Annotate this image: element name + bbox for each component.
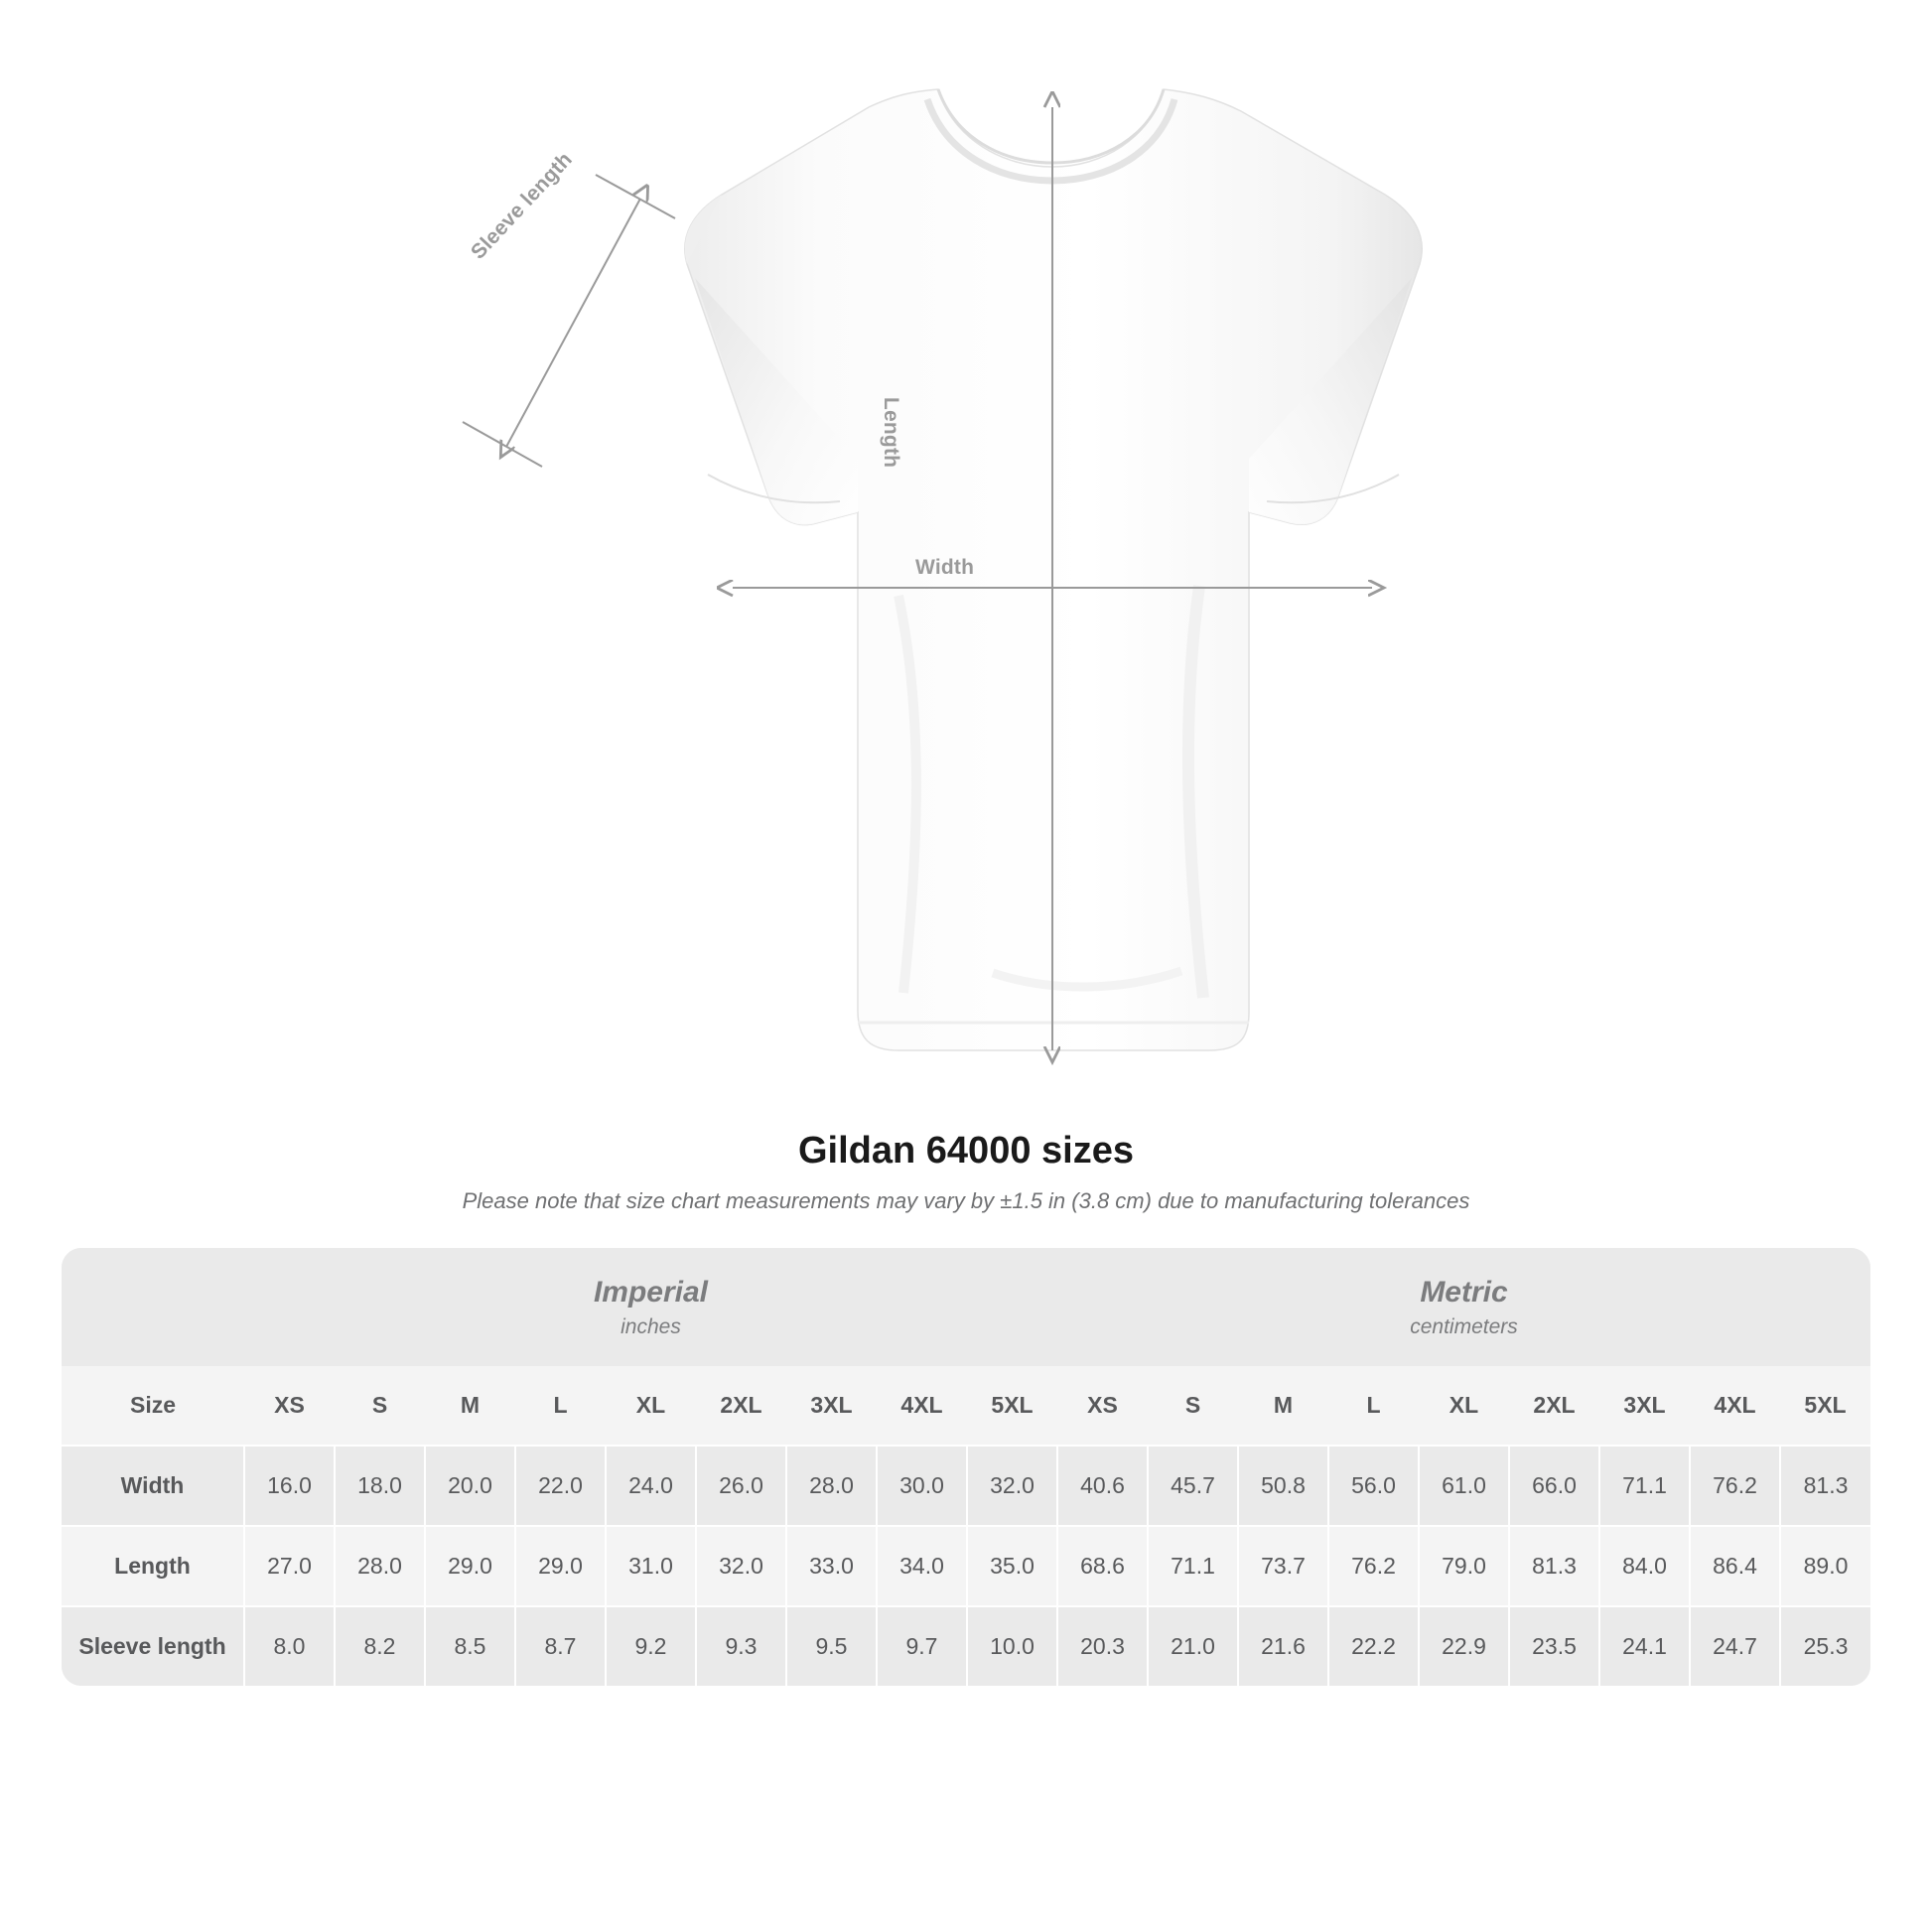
table-cell: 20.0 <box>425 1446 515 1526</box>
size-header-cell: 3XL <box>1599 1366 1690 1446</box>
table-cell: 24.7 <box>1690 1606 1780 1686</box>
size-header-cell: L <box>1328 1366 1419 1446</box>
table-cell: 27.0 <box>244 1526 335 1606</box>
table-cell: 29.0 <box>425 1526 515 1606</box>
table-cell: 66.0 <box>1509 1446 1599 1526</box>
length-dimension-label: Length <box>880 397 902 469</box>
unit-header-row <box>62 1248 1870 1366</box>
table-cell: 29.0 <box>515 1526 606 1606</box>
unit-header-metric <box>1057 1248 1870 1366</box>
size-header-cell: 4XL <box>1690 1366 1780 1446</box>
size-header-cell: 3XL <box>786 1366 877 1446</box>
size-header-cell: M <box>425 1366 515 1446</box>
unit-header-imperial <box>244 1248 1057 1366</box>
table-cell: 22.0 <box>515 1446 606 1526</box>
unit-name-metric: Metric <box>1420 1276 1508 1309</box>
table-cell: 73.7 <box>1238 1526 1328 1606</box>
unit-header-spacer <box>62 1248 244 1366</box>
table-cell: 24.0 <box>606 1446 696 1526</box>
size-table-container <box>62 1248 1870 1686</box>
size-header-cell: 4XL <box>877 1366 967 1446</box>
table-cell: 76.2 <box>1690 1446 1780 1526</box>
page-title: Gildan 64000 sizes <box>798 1130 1134 1172</box>
title-block <box>0 1130 1932 1214</box>
table-cell: 71.1 <box>1599 1446 1690 1526</box>
table-cell: 33.0 <box>786 1526 877 1606</box>
table-cell: 21.0 <box>1148 1606 1238 1686</box>
row-label: Width <box>62 1446 244 1526</box>
row-label: Length <box>62 1526 244 1606</box>
unit-sub-imperial: inches <box>621 1314 681 1338</box>
table-cell: 71.1 <box>1148 1526 1238 1606</box>
table-cell: 28.0 <box>335 1526 425 1606</box>
size-header-cell: XL <box>1419 1366 1509 1446</box>
width-dimension-label: Width <box>915 556 975 579</box>
table-cell: 56.0 <box>1328 1446 1419 1526</box>
table-row <box>62 1446 1870 1526</box>
table-cell: 28.0 <box>786 1446 877 1526</box>
table-cell: 25.3 <box>1780 1606 1870 1686</box>
table-cell: 18.0 <box>335 1446 425 1526</box>
size-header-cell: L <box>515 1366 606 1446</box>
table-cell: 31.0 <box>606 1526 696 1606</box>
table-cell: 76.2 <box>1328 1526 1419 1606</box>
size-header-cell: 2XL <box>1509 1366 1599 1446</box>
table-cell: 20.3 <box>1057 1606 1148 1686</box>
table-cell: 86.4 <box>1690 1526 1780 1606</box>
table-cell: 45.7 <box>1148 1446 1238 1526</box>
size-header-cell: XS <box>244 1366 335 1446</box>
table-cell: 9.2 <box>606 1606 696 1686</box>
size-header-label: Size <box>62 1366 244 1446</box>
table-cell: 9.5 <box>786 1606 877 1686</box>
table-cell: 81.3 <box>1780 1446 1870 1526</box>
row-label: Sleeve length <box>62 1606 244 1686</box>
table-cell: 34.0 <box>877 1526 967 1606</box>
table-cell: 9.7 <box>877 1606 967 1686</box>
size-header-cell: M <box>1238 1366 1328 1446</box>
table-cell: 22.9 <box>1419 1606 1509 1686</box>
table-cell: 81.3 <box>1509 1526 1599 1606</box>
table-cell: 16.0 <box>244 1446 335 1526</box>
size-header-cell: 5XL <box>1780 1366 1870 1446</box>
table-cell: 61.0 <box>1419 1446 1509 1526</box>
size-header-cell: 5XL <box>967 1366 1057 1446</box>
unit-sub-metric: centimeters <box>1410 1314 1518 1338</box>
table-cell: 8.0 <box>244 1606 335 1686</box>
tolerance-note: Please note that size chart measurements may vary by ±1.5 in (3.8 cm) due to manufacturing tolerances <box>462 1188 1470 1213</box>
table-cell: 8.7 <box>515 1606 606 1686</box>
table-cell: 8.5 <box>425 1606 515 1686</box>
table-cell: 21.6 <box>1238 1606 1328 1686</box>
size-header-row <box>62 1366 1870 1446</box>
table-cell: 23.5 <box>1509 1606 1599 1686</box>
unit-name-imperial: Imperial <box>593 1276 709 1309</box>
table-cell: 9.3 <box>696 1606 786 1686</box>
size-header-cell: S <box>1148 1366 1238 1446</box>
size-header-cell: XL <box>606 1366 696 1446</box>
sleeve-length-dimension-label: Sleeve length <box>467 148 577 264</box>
table-cell: 89.0 <box>1780 1526 1870 1606</box>
table-cell: 30.0 <box>877 1446 967 1526</box>
size-header-cell: 2XL <box>696 1366 786 1446</box>
table-row <box>62 1606 1870 1686</box>
size-table <box>62 1248 1870 1686</box>
table-cell: 68.6 <box>1057 1526 1148 1606</box>
table-cell: 50.8 <box>1238 1446 1328 1526</box>
table-cell: 8.2 <box>335 1606 425 1686</box>
size-header-cell: S <box>335 1366 425 1446</box>
table-cell: 24.1 <box>1599 1606 1690 1686</box>
table-cell: 22.2 <box>1328 1606 1419 1686</box>
table-cell: 10.0 <box>967 1606 1057 1686</box>
table-cell: 32.0 <box>967 1446 1057 1526</box>
table-row <box>62 1526 1870 1606</box>
table-cell: 32.0 <box>696 1526 786 1606</box>
table-cell: 84.0 <box>1599 1526 1690 1606</box>
table-cell: 26.0 <box>696 1446 786 1526</box>
table-cell: 35.0 <box>967 1526 1057 1606</box>
table-cell: 40.6 <box>1057 1446 1148 1526</box>
size-header-cell: XS <box>1057 1366 1148 1446</box>
table-cell: 79.0 <box>1419 1526 1509 1606</box>
